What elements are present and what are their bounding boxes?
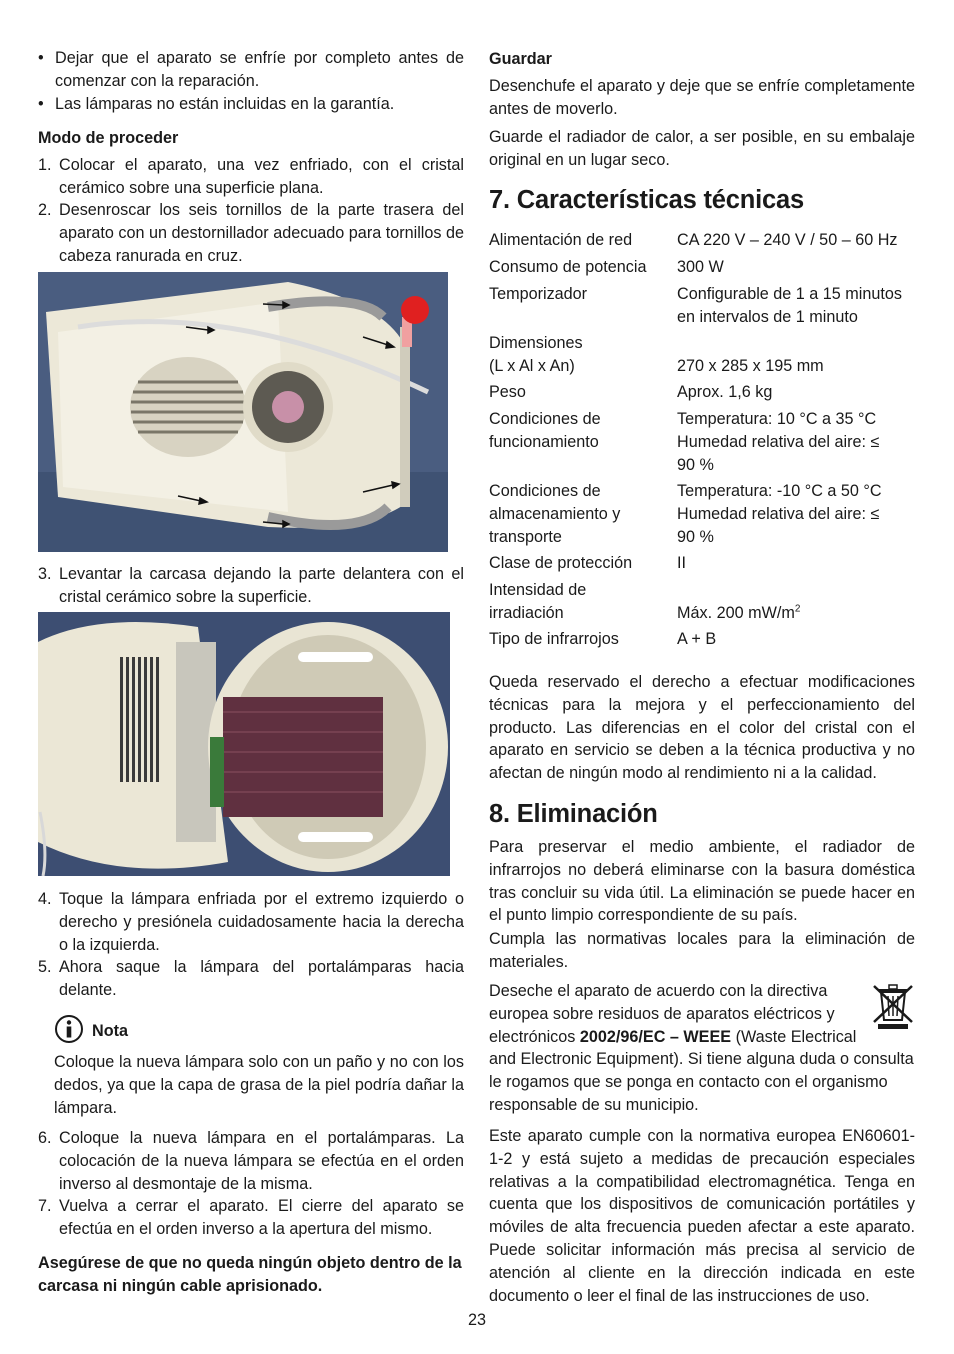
step-text: Vuelva a cerrar el aparato. El cierre del aparato se efectúa en el orden inverso a la apertura del mismo. [59, 1197, 464, 1238]
weee-text-a: Deseche el aparato de acuerdo con la directiva europea sobre residuos de aparatos eléctricos y electrónicos [489, 982, 835, 1046]
spec-value: II [677, 554, 686, 572]
spec-label: Tipo de infrarrojos [489, 630, 619, 648]
disposal-heading: 8. Eliminación [489, 800, 658, 828]
step-item [38, 563, 466, 609]
bullet-text: Dejar que el aparato se enfríe por completo antes de comenzar con la reparación. [55, 49, 464, 90]
spec-label: Dimensiones (L x Al x An) [489, 334, 583, 375]
step-number: 1. [38, 156, 52, 174]
spec-value: CA 220 V – 240 V / 50 – 60 Hz [677, 231, 898, 249]
step-text: Toque la lámpara enfriada por el extremo izquierdo o derecho y presiónela cuidadosamente hacia la derecha o la izquierda. [59, 890, 464, 954]
spec-label: Peso [489, 383, 526, 401]
note-heading: Nota [92, 1022, 128, 1040]
irradiance-value: Máx. 200 mW/m [677, 604, 795, 622]
store-heading: Guardar [489, 50, 552, 68]
bullet-dot: • [38, 49, 44, 67]
disposal-paragraph-weee [489, 980, 915, 1117]
step-text: Colocar el aparato, una vez enfriado, con el cristal cerámico sobre una superficie plana. [59, 156, 464, 197]
step-text: Levantar la carcasa dejando la parte delantera con el cristal cerámico sobre la superficie. [59, 565, 464, 606]
bullet-dot: • [38, 95, 44, 113]
spec-label: Condiciones de funcionamiento [489, 410, 601, 451]
step-number: 4. [38, 890, 52, 908]
step-item [38, 1127, 466, 1196]
bullet-text: Las lámparas no están incluidas en la garantía. [55, 95, 395, 113]
step-number: 3. [38, 565, 52, 583]
step-number: 7. [38, 1197, 52, 1215]
page-number: 23 [467, 1311, 486, 1329]
irradiance-exponent: 2 [794, 603, 801, 615]
disposal-paragraph: Cumpla las normativas locales para la eliminación de materiales. [489, 930, 915, 971]
step-item [38, 1195, 466, 1241]
step-text: Ahora saque la lámpara del portalámparas hacia delante. [59, 958, 464, 999]
spec-value [677, 602, 917, 625]
store-paragraph: Guarde el radiador de calor, a ser posible, en su embalaje original en un lugar seco. [489, 128, 915, 169]
disposal-paragraph: Para preservar el medio ambiente, el radiador de infrarrojos no deberá eliminarse con la basura doméstica tras concluir su vida útil. La eliminación se puede hacer en el punto limpio correspondiente de su país. [489, 838, 915, 925]
spec-label: Alimentación de red [489, 231, 633, 249]
procedure-heading: Modo de proceder [38, 129, 179, 147]
spec-value: Configurable de 1 a 15 minutos en intervalos de 1 minuto [677, 285, 902, 326]
spec-value: 300 W [677, 258, 724, 276]
spec-label: Condiciones de almacenamiento y transporte [489, 482, 621, 546]
step-item [38, 199, 466, 268]
step-text: Coloque la nueva lámpara en el portalámparas. La colocación de la nueva lámpara se efectúa en el orden inverso al desmontaje de la misma. [59, 1129, 464, 1193]
weee-text-b: (Waste Electrical and Electronic Equipment). Si tiene alguna duda o consulta le rogamos que se ponga en contacto con el organismo responsable de su municipio. [489, 1027, 914, 1114]
step-number: 6. [38, 1129, 52, 1147]
step-number: 5. [38, 958, 52, 976]
step-item [38, 154, 466, 200]
bullet-item [38, 47, 466, 93]
step-text: Desenroscar los seis tornillos de la parte trasera del aparato con un destornillador adecuado para tornillos de cabeza ranurada en cruz. [59, 201, 464, 265]
step-number: 2. [38, 201, 52, 219]
spec-value: Temperatura: 10 °C a 35 °C Humedad relativa del aire: ≤ 90 % [677, 410, 880, 474]
photo-heater-back [38, 272, 448, 552]
spec-value: Temperatura: -10 °C a 50 °C Humedad relativa del aire: ≤ 90 % [677, 482, 882, 546]
store-paragraph: Desenchufe el aparato y deje que se enfríe completamente antes de moverlo. [489, 77, 915, 118]
info-icon [54, 1014, 84, 1044]
spec-label: Temporizador [489, 285, 588, 303]
warning-text: Asegúrese de que no queda ningún objeto dentro de la carcasa ni ningún cable aprisionado. [38, 1254, 462, 1295]
weee-directive: 2002/96/EC – WEEE [579, 1027, 732, 1046]
step-item [38, 888, 466, 957]
spec-label: Intensidad de irradiación [489, 581, 587, 622]
specs-heading: 7. Características técnicas [489, 186, 804, 214]
spec-value: Aprox. 1,6 kg [677, 383, 773, 401]
step-item [38, 956, 466, 1002]
bullet-item [38, 93, 466, 116]
spec-value: A + B [677, 630, 717, 648]
photo-heater-open [38, 612, 450, 876]
spec-value: 270 x 285 x 195 mm [677, 357, 824, 375]
note-text: Coloque la nueva lámpara solo con un paño y no con los dedos, ya que la capa de grasa de la piel podría dañar la lámpara. [54, 1053, 464, 1117]
specs-note: Queda reservado el derecho a efectuar modificaciones técnicas para la mejora y el perfeccionamiento del producto. Las diferencias en el color del cristal con el aparato en servicio se deben a la técnica productiva y no afectan de ningún modo al rendimiento ni a la calidad. [489, 673, 915, 783]
spec-label: Consumo de potencia [489, 258, 647, 276]
spec-label: Clase de protección [489, 554, 633, 572]
emc-paragraph: Este aparato cumple con la normativa europea EN60601-1-2 y está sujeto a medidas de precaución especiales relativas a la compatibilidad electromagnética. Tenga en cuenta que los dispositivos de comunicación portátiles y móviles de alta frecuencia pueden afectar a este aparato. Puede solicitar información más precisa al servicio de atención al cliente en la dirección indicada en este documento o leer el final de las instrucciones de uso. [489, 1127, 915, 1305]
